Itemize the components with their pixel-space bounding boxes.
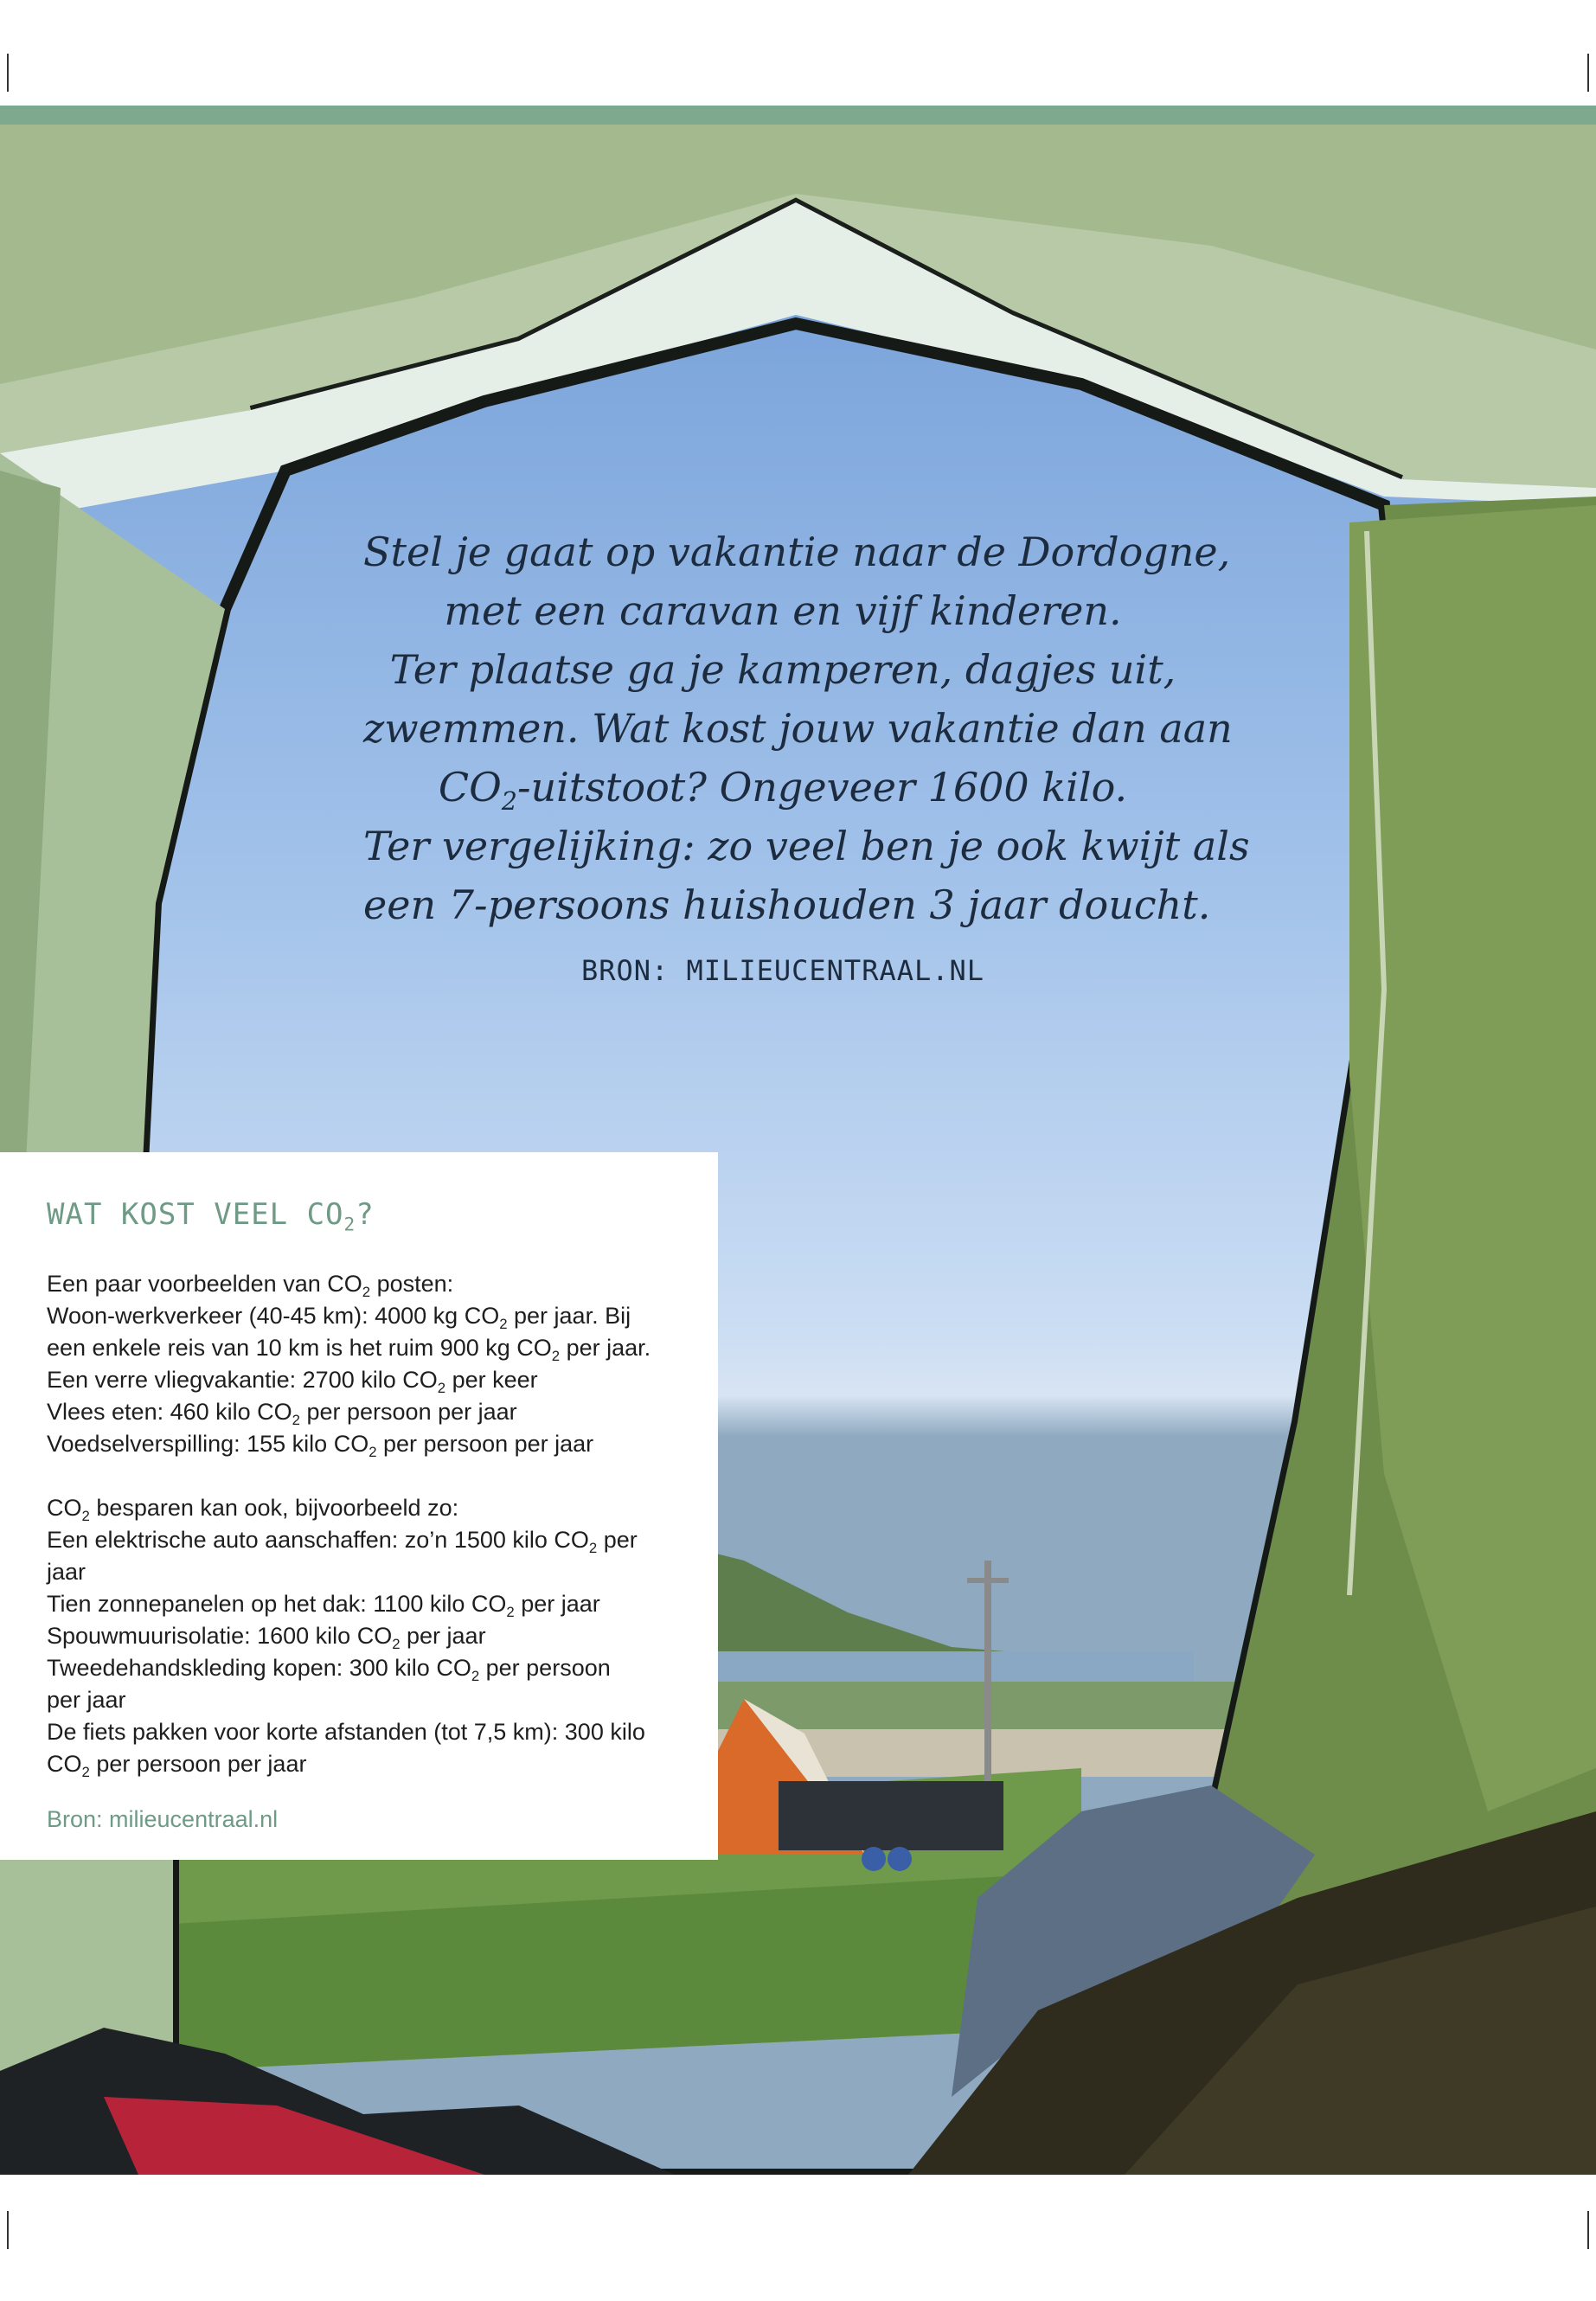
savings-line-2: Een elektrische auto aanschaffen: zo’n 1500 kilo $CO_2$ per <box>47 1527 638 1556</box>
quote-line-5-rest: -uitstoot? Ongeveer 1600 kilo. <box>516 764 1128 811</box>
savings-line-9: $CO_2$ per persoon per jaar <box>47 1751 307 1780</box>
quote-line-6: Ter vergelijking: zo veel ben je ook kwijt als <box>363 823 1250 869</box>
quote-line-1: Stel je gaat op vakantie naar de Dordogne, <box>363 529 1231 575</box>
examples-line-6: Voedselverspilling: 155 kilo $CO_2$ per persoon per jaar <box>47 1431 594 1460</box>
paragraph-gap <box>47 1460 683 1492</box>
quote-line-4: zwemmen. Wat kost jouw vakantie dan aan <box>363 705 1233 752</box>
accent-band <box>0 106 1596 125</box>
info-box-source: Bron: milieucentraal.nl <box>47 1806 279 1832</box>
crop-mark-top-right <box>1587 54 1589 92</box>
info-title-question: ? <box>356 1197 375 1232</box>
info-box-title <box>47 1197 683 1235</box>
quote-line-7: een 7-persoons huishouden 3 jaar doucht. <box>363 881 1211 928</box>
quote-co-text: CO <box>438 764 502 811</box>
crop-mark-top-left <box>7 54 9 92</box>
savings-line-4: Tien zonnepanelen op het dak: 1100 kilo $CO_2$ per jaar <box>47 1591 600 1620</box>
savings-line-3: jaar <box>47 1559 87 1585</box>
quote-line-3: Ter plaatse ga je kamperen, dagjes uit, <box>389 646 1176 693</box>
examples-line-4: Een verre vliegvakantie: 2700 kilo $CO_2$ per keer <box>47 1367 538 1396</box>
quote-source: BRON: MILIEUCENTRAAL.NL <box>580 954 985 987</box>
quote-line-2: met een caravan en vijf kinderen. <box>444 587 1122 634</box>
info-box-body <box>47 1268 683 1780</box>
tent-scene-illustration <box>0 125 1596 2175</box>
crop-mark-bottom-right <box>1587 2211 1589 2249</box>
tent-view-photo <box>0 125 1596 2175</box>
savings-line-1: $CO_2$ besparen kan ook, bijvoorbeeld zo: <box>47 1495 459 1524</box>
savings-line-7: per jaar <box>47 1687 126 1713</box>
examples-line-1: Een paar voorbeelden van $CO_2$ posten: <box>47 1271 454 1300</box>
examples-line-5: Vlees eten: 460 kilo $CO_2$ per persoon per jaar <box>47 1399 517 1428</box>
info-title-text: WAT KOST VEEL CO <box>47 1197 344 1232</box>
examples-line-3: een enkele reis van 10 km is het ruim 900 kg $CO_2$ per jaar. <box>47 1335 651 1364</box>
info-title-subscript: 2 <box>343 1213 356 1235</box>
examples-line-2: Woon-werkverkeer (40-45 km): 4000 kg $CO_2$ per jaar. Bij <box>47 1303 631 1332</box>
savings-line-8: De fiets pakken voor korte afstanden (tot 7,5 km): 300 kilo <box>47 1719 645 1745</box>
co2-info-box <box>0 1152 718 1860</box>
savings-line-6: Tweedehandskleding kopen: 300 kilo $CO_2$ per persoon <box>47 1655 611 1684</box>
quote-line-5 <box>363 758 1202 817</box>
quote-co-subscript: 2 <box>501 786 517 816</box>
pull-quote <box>363 522 1250 1000</box>
crop-mark-bottom-left <box>7 2211 9 2249</box>
savings-line-5: Spouwmuurisolatie: 1600 kilo $CO_2$ per jaar <box>47 1623 486 1652</box>
